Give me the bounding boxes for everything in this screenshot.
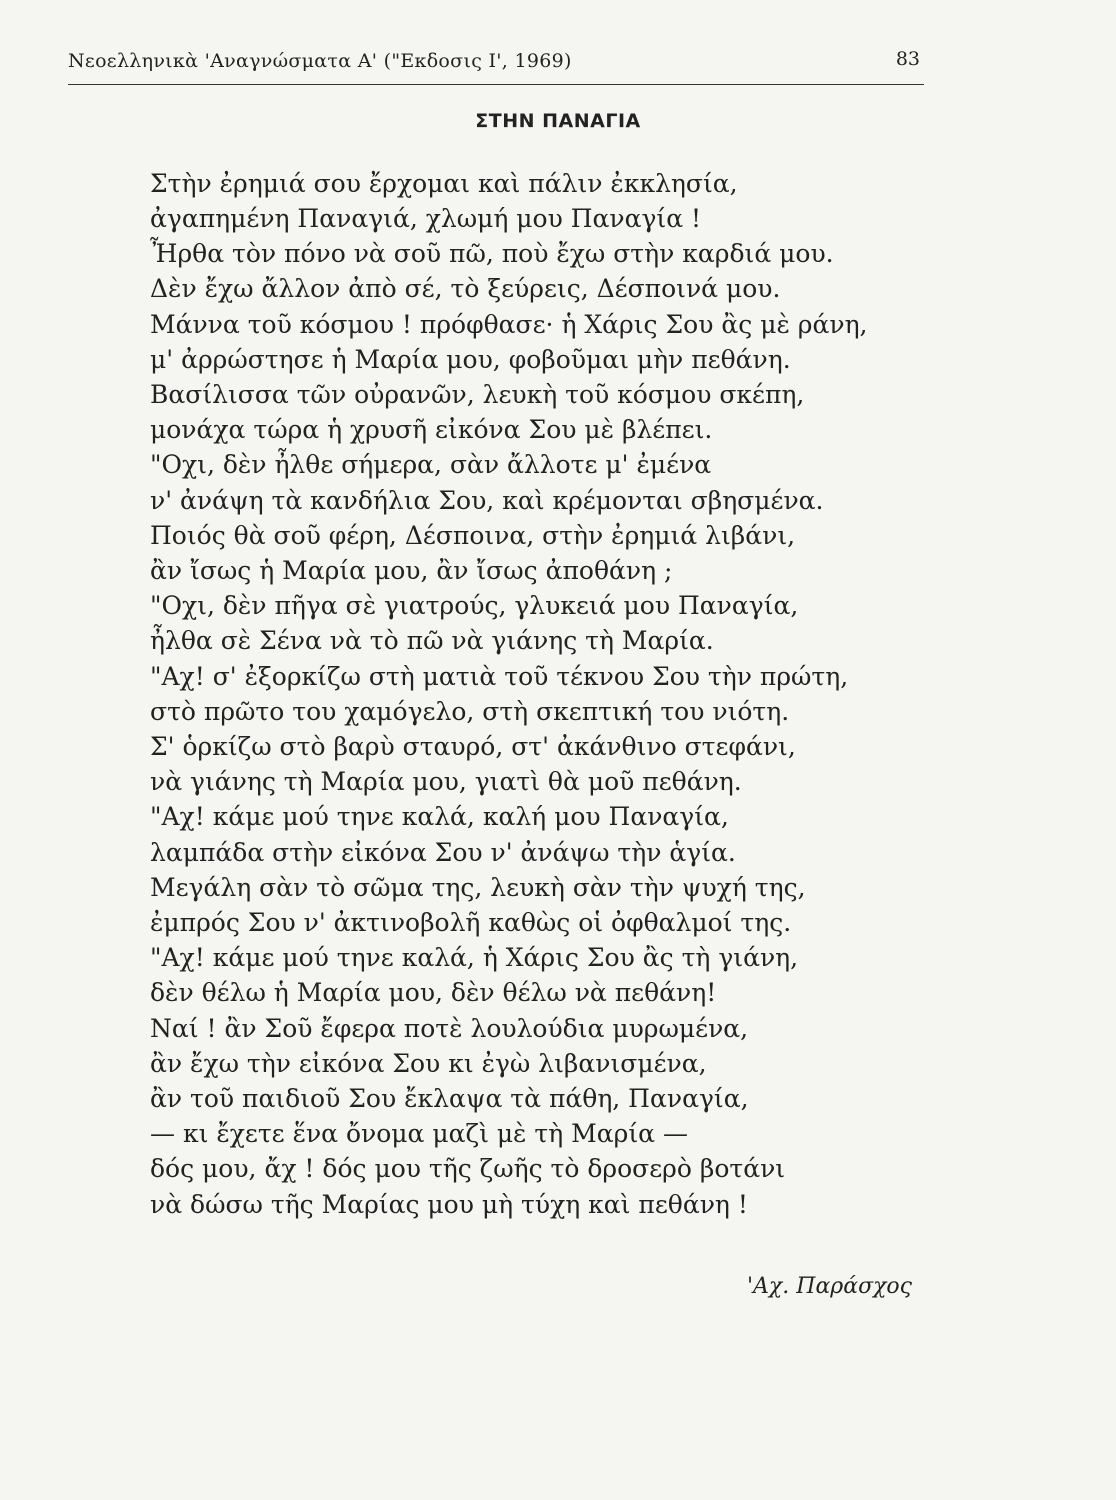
poem-line: ἀγαπημένη Παναγιά, χλωμή μου Παναγία ! (150, 204, 702, 233)
running-header (68, 44, 924, 85)
poem-line: Μάννα τοῦ κόσμου ! πρόφθασε· ἡ Χάρις Σου ἂς μὲ ράνη, (150, 310, 868, 339)
poem-line: "Αχ! κάμε μού τηνε καλά, καλή μου Παναγία, (150, 802, 729, 831)
poem-line: Μεγάλη σὰν τὸ σῶμα της, λευκὴ σὰν τὴν ψυχή της, (150, 873, 806, 902)
poem-line: ἦλθα σὲ Σένα νὰ τὸ πῶ νὰ γιάνης τὴ Μαρία. (150, 626, 714, 655)
poem-line: λαμπάδα στὴν εἰκόνα Σου ν' ἀνάψω τὴν ἁγία. (150, 838, 736, 867)
poem-line: ἐμπρός Σου ν' ἀκτινοβολῆ καθὼς οἱ ὀφθαλμοί της. (150, 908, 792, 937)
poem-line: μ' ἀρρώστησε ἡ Μαρία μου, φοβοῦμαι μὴν πεθάνη. (150, 345, 791, 374)
poem-line: ν' ἀνάψη τὰ κανδήλια Σου, καὶ κρέμονται σβησμένα. (150, 486, 824, 515)
poem-line: νὰ γιάνης τὴ Μαρία μου, γιατὶ θὰ μοῦ πεθάνη. (150, 767, 742, 796)
poem-line: "Οχι, δὲν πῆγα σὲ γιατρούς, γλυκειά μου Παναγία, (150, 591, 799, 620)
poem-line: — κι ἔχετε ἕνα ὄνομα μαζὶ μὲ τὴ Μαρία — (150, 1119, 688, 1148)
poem-line: μονάχα τώρα ἡ χρυσῆ εἰκόνα Σου μὲ βλέπει. (150, 415, 713, 444)
poem-author: 'Αχ. Παράσχος (747, 1274, 912, 1299)
book-title: Νεοελληνικὰ 'Αναγνώσματα Α' ("Εκδοσις Ι', 1969) (68, 50, 572, 72)
poem-line: νὰ δώσω τῆς Μαρίας μου μὴ τύχη καὶ πεθάνη ! (150, 1190, 748, 1219)
poem-line: ἂν τοῦ παιδιοῦ Σου ἔκλαψα τὰ πάθη, Παναγία, (150, 1084, 749, 1113)
poem-line: Βασίλισσα τῶν οὐρανῶν, λευκὴ τοῦ κόσμου σκέπη, (150, 380, 805, 409)
poem-line: "Οχι, δὲν ἦλθε σήμερα, σὰν ἄλλοτε μ' ἐμένα (150, 450, 712, 479)
poem-line: Σ' ὁρκίζω στὸ βαρὺ σταυρό, στ' ἀκάνθινο στεφάνι, (150, 732, 796, 761)
poem-line: Ναί ! ἂν Σοῦ ἔφερα ποτὲ λουλούδια μυρωμένα, (150, 1014, 749, 1043)
poem-line: Ποιός θὰ σοῦ φέρη, Δέσποινα, στὴν ἐρημιά λιβάνι, (150, 521, 796, 550)
poem-line: ἂν ἔχω τὴν εἰκόνα Σου κι ἐγὼ λιβανισμένα, (150, 1049, 707, 1078)
poem-line: δὲν θέλω ἡ Μαρία μου, δὲν θέλω νὰ πεθάνη! (150, 978, 717, 1007)
page-number: 83 (895, 48, 920, 70)
poem-title: ΣΤΗΝ ΠΑΝΑΓΙΑ (475, 110, 641, 132)
poem-line: Στὴν ἐρημιά σου ἔρχομαι καὶ πάλιν ἐκκλησία, (150, 169, 738, 198)
poem-line: ἂν ἴσως ἡ Μαρία μου, ἂν ἴσως ἀποθάνη ; (150, 556, 673, 585)
poem-line: Δὲν ἔχω ἄλλον ἀπὸ σέ, τὸ ξεύρεις, Δέσποινά μου. (150, 274, 781, 303)
poem-line: στὸ πρῶτο του χαμόγελο, στὴ σκεπτική του νιότη. (150, 697, 790, 726)
poem-line: "Αχ! σ' ἐξορκίζω στὴ ματιὰ τοῦ τέκνου Σου τὴν πρώτη, (150, 662, 849, 691)
poem-line: δός μου, ἄχ ! δός μου τῆς ζωῆς τὸ δροσερὸ βοτάνι (150, 1154, 786, 1183)
poem-line: Ἦρθα τὸν πόνο νὰ σοῦ πῶ, ποὺ ἔχω στὴν καρδιά μου. (150, 239, 834, 268)
poem-line: "Αχ! κάμε μού τηνε καλά, ἡ Χάρις Σου ἂς τὴ γιάνη, (150, 943, 799, 972)
